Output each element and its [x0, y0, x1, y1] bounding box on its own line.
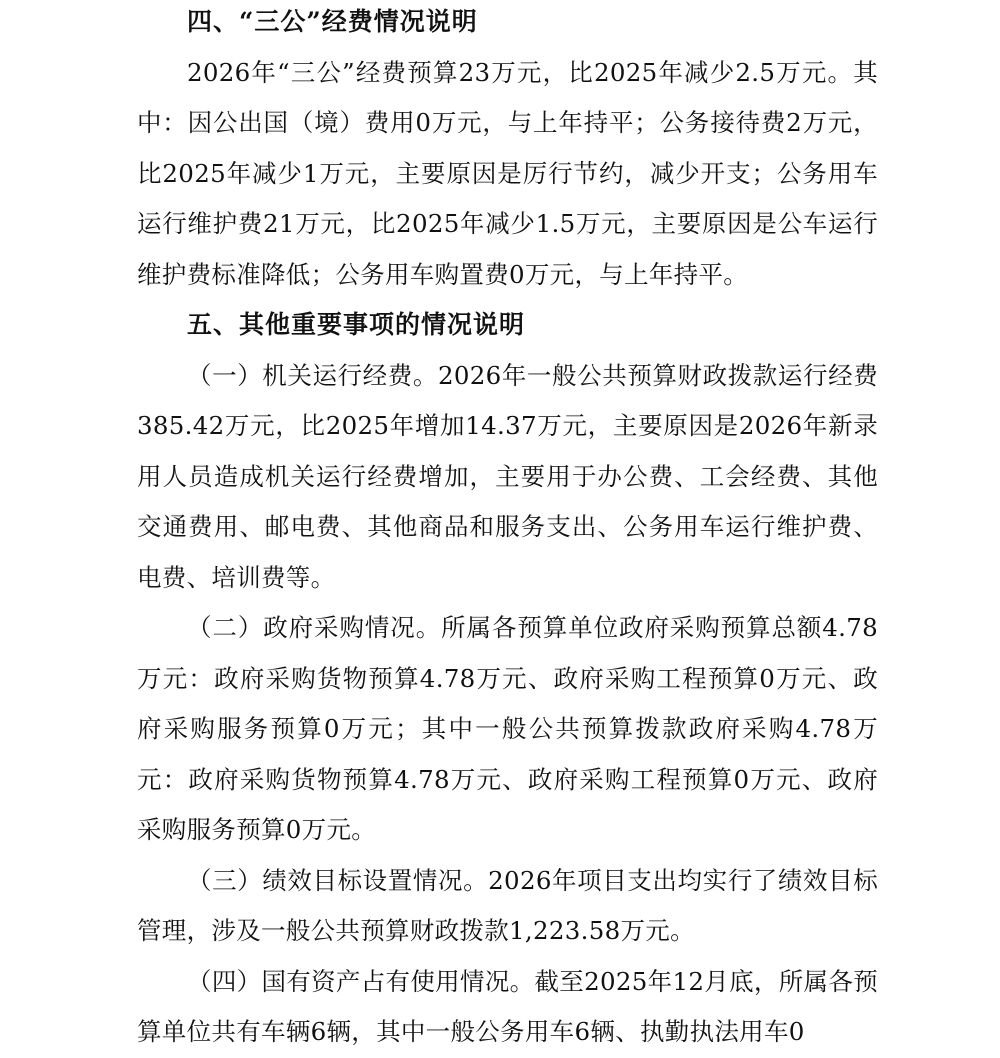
- text-government-procurement: 所属各预算单位政府采购预算总额4.78万元：政府采购货物预算4.78万元、政府采购工程预算0万元、政府采购服务预算0万元；其中一般公共预算拨款政府采购4.78万元：政府采购货物预算4.78万元、政府采购工程预算0万元、政府采购服务预算0万元。: [137, 613, 879, 844]
- paragraph-government-procurement: [137, 603, 878, 856]
- text-operating-funds: 2026年一般公共预算财政拨款运行经费385.42万元，比2025年增加14.37万元，主要原因是2026年新录用人员造成机关运行经费增加，主要用于办公费、工会经费、其他交通费用、邮电费、其他商品和服务支出、公务用车运行维护费、电费、培训费等。: [137, 360, 878, 592]
- paragraph-three-public-funds: 2026年“三公”经费预算23万元，比2025年减少2.5万元。其中：因公出国（境）费用0万元，与上年持平；公务接待费2万元，比2025年减少1万元，主要原因是厉行节约，减少开支；公务用车运行维护费21万元，比2025年减少1.5万元，主要原因是公车运行维护费标准降低；公务用车购置费0万元，与上年持平。: [137, 57, 878, 289]
- text-state-assets: 截至2025年12月底，所属各预算单位共有车辆6辆，其中一般公务用车6辆、执勤执法用车0: [137, 966, 878, 1046]
- subheading-state-assets: （四）国有资产占有使用情况。: [187, 966, 535, 996]
- text-performance-targets: 2026年项目支出均实行了绩效目标管理，涉及一般公共预算财政拨款1,223.58万元。: [137, 865, 878, 945]
- paragraph-state-assets: [137, 957, 878, 1058]
- subheading-operating-funds: （一）机关运行经费。: [187, 360, 438, 390]
- paragraph-operating-funds: [137, 351, 878, 604]
- subheading-government-procurement: （二）政府采购情况。: [187, 613, 442, 642]
- section-heading-other-matters: 五、其他重要事项的情况说明: [187, 310, 526, 339]
- paragraph-performance-targets: [137, 856, 878, 957]
- document-page: [137, 0, 878, 1058]
- subheading-performance-targets: （三）绩效目标设置情况。: [187, 865, 489, 895]
- section-heading-three-public: 四、“三公”经费情况说明: [187, 7, 478, 36]
